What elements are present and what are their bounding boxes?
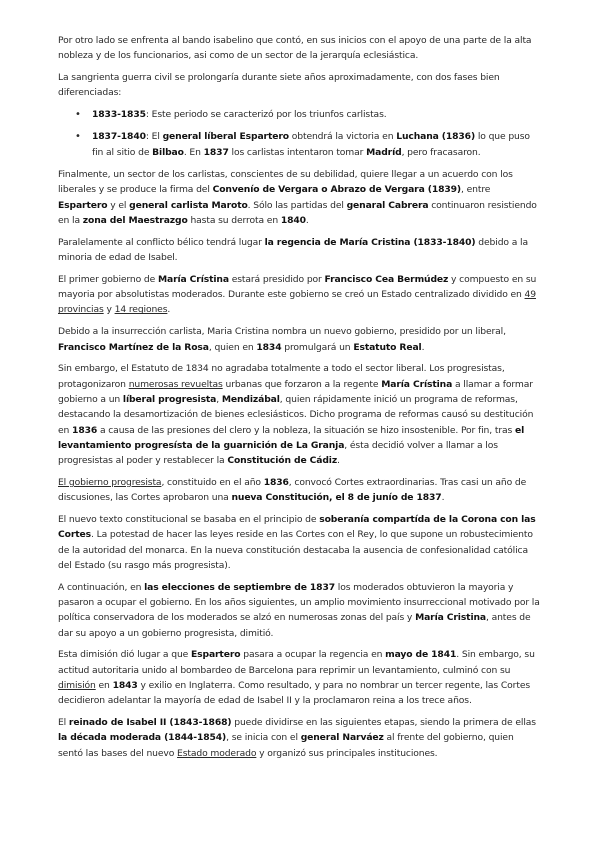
bold-text: María Cristina [415,612,486,624]
bold-text: general carlista Maroto [129,199,248,211]
text-run: , constituido en el año [161,476,264,488]
paragraph [58,512,541,573]
text-run: . [421,341,425,353]
text-run: , ésta decidió volver a llamar a los progresistas al poder y restablecer la [58,439,498,467]
paragraph [58,272,541,318]
text-run: urbanas que forzaron a la regente [222,378,382,390]
bold-text: el levantamiento progresísta de la guarnición de La Granja [58,424,525,451]
bold-text: mayo de 1841 [385,649,457,661]
bold-text: general líberal Espartero [162,131,289,143]
text-run: . Sin embargo, su actitud autoritaria unido al bombardeo de Barcelona para reprimir un levantamiento, culminó con su [58,649,535,676]
text-run: Por otro lado se enfrenta al bando isabelino que contó, en sus inicios con el apoyo de una parte de la alta nobleza y de los funcionarios, asi como de un sector de la jerarquía eclesiástica. [58,35,532,62]
text-run: : Este periodo se caracterizó por los triunfos carlistas. [145,109,387,121]
paragraph [58,715,541,761]
text-run: y exilio en Inglaterra. Como resultado, y para no nombrar un tercer regente, las Cortes decidieron adelantar la mayoría de edad de Isabel II y la proclamaron reina a los trece años. [58,679,531,707]
text-run: Finalmente, un sector de los carlistas, conscientes de su debilidad, quiere llegar a un acuerdo con los liberales y se produce la firma del [58,169,513,196]
text-run: promulgará un [281,341,354,353]
text-run: lo que puso fin al sitio de [92,131,530,158]
text-run: El nuevo texto constitucional se basaba en el principio de [58,514,320,526]
text-run: Esta dimisión dió lugar a que [58,649,191,661]
paragraph [58,647,541,708]
bold-text: genaral Cabrera [346,199,429,211]
bold-text: Luchana (1836) [396,131,476,143]
text-run: y organizó sus principales instituciones. [256,747,438,759]
bold-text: líberal progresista [122,393,217,405]
bold-text: zona del Maestrazgo [82,214,188,226]
bold-text: 1840 [280,214,306,226]
underlined-text: El gobierno progresista [58,476,162,488]
underlined-text: dimisión [58,679,96,691]
bold-text: 1834 [256,341,282,353]
list-item [58,107,541,122]
text-run: a llamar a formar gobierno a un [58,378,533,405]
text-run: obtendrá la victoria en [288,131,397,143]
text-run: . [337,455,340,467]
text-run: . Sólo las partidas del [247,199,347,211]
bold-text: 1837-1840 [92,131,146,143]
paragraph [58,70,541,101]
text-run: . La potestad de hacer las leyes reside en las Cortes con el Rey, lo que supone un robustecimiento de la autoridad del monarca. En la nueva constitución destacaba la ausencia de confesionalidad católica del Estado (su rasgo más progresista). [58,529,533,571]
text-run: puede dividirse en las siguientes etapas, siendo la primera de ellas [231,717,536,729]
text-run: Sin embargo, el Estatuto de 1834 no agradaba totalmente a todo el sector liberal. Los progresistas, protagonizaron [58,363,505,390]
text-run: , se inicia con el [226,732,301,744]
text-run: los moderados obtuvieron la mayoria y pasaron a ocupar el gobierno. En los años siguientes, un amplio movimiento insurreccional motivado por la política conservadora de los moderados se alzó en numerosas zonas del país y [58,581,540,624]
bold-text: Mendizábal [221,393,280,405]
text-run: , pero fracasaron. [401,146,481,158]
bold-text: Convenío de Vergara o Abrazo de Vergara (1839) [212,184,461,196]
bold-text: reinado de Isabel II (1843-1868) [68,717,232,729]
text-run: A continuación, en [58,581,145,593]
text-run: y [103,304,115,316]
bold-text: la regencia de María Cristina (1833-1840) [264,236,476,248]
text-run: y compuesto en su mayoria por absolutistas moderados. Durante este gobierno se creó un Estado centralizado dividido en [58,273,537,301]
bold-text: 1837 [203,146,229,158]
bold-text: Madríd [366,146,402,158]
text-run: . [167,304,171,316]
paragraph [58,475,541,506]
bold-text: 1843 [112,679,138,691]
paragraph [58,324,541,355]
bold-text: 1836 [263,476,289,488]
text-run: . En [183,146,204,158]
text-run: estará presidido por [228,273,325,285]
bold-text: Estatuto Real [353,341,422,353]
bold-text: Francisco Cea Bermúdez [324,273,449,285]
bold-text: 1836 [72,424,98,436]
text-run: Paralelamente al conflicto bélico tendrá lugar [58,236,265,248]
text-run: , antes de dar su apoyo a un gobierno progresista, dimitió. [58,612,531,639]
bold-text: soberanía compartída de la Corona con las Cortes [58,514,536,541]
text-run: en [95,679,113,691]
paragraph [58,580,541,641]
text-run: , convocó Cortes extraordinarias. Tras casi un año de discusiones, las Cortes aprobaron una [58,476,527,504]
text-run: El primer gobierno de [58,273,158,285]
underlined-text: 14 regiones [114,304,168,316]
bold-text: nueva Constitución, el 8 de junío de 1837 [231,492,442,504]
bold-text: María Crístina [381,378,453,390]
paragraph [58,33,541,64]
text-run: y el [107,199,130,211]
text-run: La sangrienta guerra civil se prolongaría durante siete años aproximadamente, con dos fases bien diferenciadas: [58,72,500,99]
underlined-text: 49 provincias [58,289,536,316]
bold-text: Espartero [58,199,108,211]
text-run: El [58,717,69,729]
bold-text: general Narváez [300,732,384,744]
text-run: continuaron resistiendo en la [58,199,537,226]
text-run: al frente del gobierno, quien sentó las bases del nuevo [58,732,514,759]
text-run: debido a la minoria de edad de Isabel. [58,236,528,264]
text-run: hasta su derrota en [187,214,281,226]
paragraph [58,167,541,228]
text-run: , entre [461,184,491,196]
paragraph [58,235,541,266]
text-run: pasara a ocupar la regencia en [240,649,386,661]
text-run: Debido a la insurrección carlista, Maria Cristina nombra un nuevo gobierno, presidido por un liberal, [58,326,506,338]
bold-text: Constitución de Cádiz [227,455,338,467]
bullet-list [58,107,541,160]
bold-text: Bilbao [152,146,184,158]
text-run: . [305,214,309,226]
bold-text: Francisco Martínez de la Rosa [58,341,209,353]
underlined-text: Estado moderado [177,747,257,759]
text-run: , quien en [208,341,257,353]
paragraph [58,361,541,468]
text-run: : El [145,131,163,143]
text-run: a causa de las presiones del clero y la nobleza, la situación se hizo insostenible. Por fin, tras [97,424,515,436]
text-run: , [216,393,222,405]
text-run: , quien rápidamente inició un programa de reformas, destacando la desamortización de bienes eclesiásticos. Dicho programa de reformas causó su destitución en [58,393,534,436]
bold-text: 1833-1835 [92,109,146,121]
text-run: los carlistas intentaron tomar [228,146,367,158]
text-run: . [441,492,445,504]
bold-text: Espartero [190,649,241,661]
list-item [58,129,541,160]
bold-text: María Crístina [157,273,229,285]
bold-text: la década moderada (1844-1854) [58,732,227,744]
bold-text: las elecciones de septiembre de 1837 [144,581,335,593]
underlined-text: numerosas revueltas [128,378,223,390]
